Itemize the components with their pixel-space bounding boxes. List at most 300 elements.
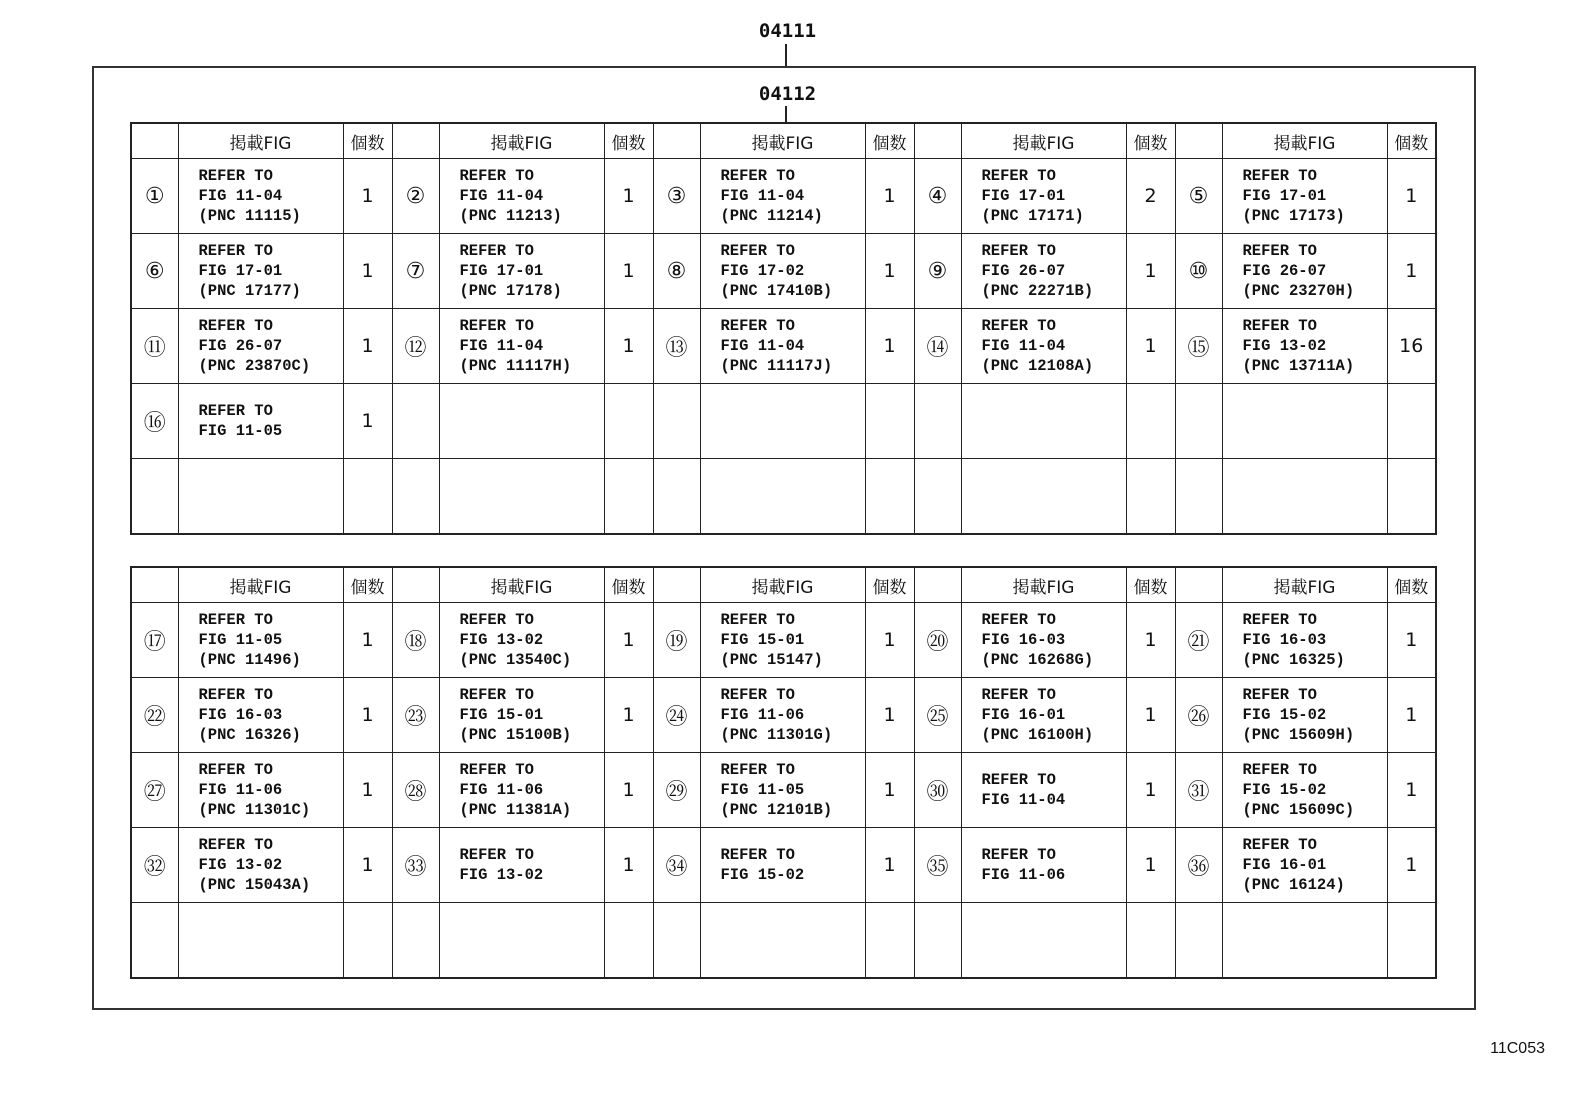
header-fig: 掲載FIG <box>961 567 1126 603</box>
item-number: ㉒ <box>131 678 178 753</box>
figure-reference <box>1222 828 1387 903</box>
figure-reference-line: (PNC 15100B) <box>459 726 572 744</box>
header-fig: 掲載FIG <box>700 567 865 603</box>
figure-reference-line: FIG 11-04 <box>720 187 805 205</box>
figure-reference-line: (PNC 13540C) <box>459 651 572 669</box>
quantity: 16 <box>1387 309 1436 384</box>
figure-reference-line: (PNC 11381A) <box>459 801 572 819</box>
figure-reference <box>961 753 1126 828</box>
item-number: ⑨ <box>914 234 961 309</box>
item-number <box>392 384 439 459</box>
figure-reference <box>178 603 343 678</box>
quantity: 1 <box>343 384 392 459</box>
table-row <box>131 384 1436 459</box>
item-number: ㉖ <box>1175 678 1222 753</box>
quantity <box>865 384 914 459</box>
sub-assembly-label: 04112 <box>758 83 817 105</box>
figure-reference-line: REFER TO <box>981 317 1056 335</box>
figure-reference-line: FIG 11-04 <box>981 337 1066 355</box>
figure-reference-line: (PNC 12108A) <box>981 357 1094 375</box>
item-number <box>1175 903 1222 979</box>
table-row <box>131 459 1436 535</box>
header-number-cell <box>653 567 700 603</box>
figure-reference-line: FIG 26-07 <box>198 337 283 355</box>
parts-table-lower <box>130 566 1437 979</box>
figure-reference-line: FIG 11-06 <box>981 866 1066 884</box>
figure-reference <box>700 234 865 309</box>
quantity: 1 <box>604 159 653 234</box>
figure-reference <box>439 753 604 828</box>
quantity: 1 <box>343 309 392 384</box>
figure-reference <box>439 384 604 459</box>
figure-reference-line: (PNC 23270H) <box>1242 282 1355 300</box>
quantity: 1 <box>1387 234 1436 309</box>
header-qty: 個数 <box>1387 567 1436 603</box>
figure-reference-line: FIG 17-01 <box>198 262 283 280</box>
figure-reference-line: REFER TO <box>981 846 1056 864</box>
figure-reference-line: REFER TO <box>198 167 273 185</box>
figure-reference-line: FIG 13-02 <box>459 631 544 649</box>
header-fig: 掲載FIG <box>439 123 604 159</box>
header-qty: 個数 <box>604 567 653 603</box>
quantity: 1 <box>343 828 392 903</box>
figure-reference-line: FIG 17-01 <box>981 187 1066 205</box>
parts-table-upper <box>130 122 1437 535</box>
figure-reference-line: (PNC 17171) <box>981 207 1084 225</box>
header-fig: 掲載FIG <box>961 123 1126 159</box>
quantity: 1 <box>604 753 653 828</box>
table-row <box>131 828 1436 903</box>
item-number: ② <box>392 159 439 234</box>
figure-reference <box>178 828 343 903</box>
figure-reference <box>961 903 1126 979</box>
quantity <box>343 459 392 535</box>
item-number <box>392 459 439 535</box>
table-row <box>131 159 1436 234</box>
figure-reference-line: (PNC 16326) <box>198 726 301 744</box>
figure-reference-line: FIG 16-01 <box>1242 856 1327 874</box>
figure-reference-line: FIG 11-04 <box>459 187 544 205</box>
quantity: 1 <box>1126 234 1175 309</box>
quantity: 1 <box>604 603 653 678</box>
figure-reference <box>1222 234 1387 309</box>
item-number: ⑧ <box>653 234 700 309</box>
figure-reference <box>178 384 343 459</box>
figure-reference <box>178 903 343 979</box>
quantity: 1 <box>865 234 914 309</box>
quantity: 1 <box>1387 678 1436 753</box>
figure-code: 11C053 <box>1490 1040 1545 1057</box>
figure-reference-line: FIG 13-02 <box>1242 337 1327 355</box>
figure-reference-line: FIG 11-05 <box>720 781 805 799</box>
figure-reference-line: REFER TO <box>459 317 534 335</box>
item-number <box>392 903 439 979</box>
figure-reference-line: (PNC 11214) <box>720 207 823 225</box>
figure-reference <box>700 384 865 459</box>
quantity: 1 <box>604 678 653 753</box>
figure-reference <box>439 903 604 979</box>
figure-reference-line: (PNC 11115) <box>198 207 301 225</box>
figure-reference <box>700 903 865 979</box>
figure-reference <box>961 828 1126 903</box>
quantity: 1 <box>1387 753 1436 828</box>
item-number <box>653 903 700 979</box>
item-number: ㉔ <box>653 678 700 753</box>
figure-reference-line: FIG 11-06 <box>198 781 283 799</box>
figure-reference <box>961 234 1126 309</box>
figure-reference-line: (PNC 12101B) <box>720 801 833 819</box>
figure-reference-line: REFER TO <box>198 836 273 854</box>
figure-reference-line: FIG 15-02 <box>1242 706 1327 724</box>
figure-reference-line: FIG 26-07 <box>1242 262 1327 280</box>
item-number <box>131 903 178 979</box>
table-row <box>131 309 1436 384</box>
figure-reference-line: FIG 11-05 <box>198 631 283 649</box>
figure-reference-line: FIG 11-04 <box>981 791 1066 809</box>
figure-reference-line: FIG 11-04 <box>720 337 805 355</box>
item-number: ㉟ <box>914 828 961 903</box>
item-number <box>914 903 961 979</box>
quantity: 1 <box>1126 678 1175 753</box>
figure-reference-line: REFER TO <box>720 761 795 779</box>
item-number: ㉝ <box>392 828 439 903</box>
figure-reference-line: REFER TO <box>198 317 273 335</box>
figure-reference <box>700 753 865 828</box>
figure-reference <box>439 234 604 309</box>
figure-reference-line: (PNC 17173) <box>1242 207 1345 225</box>
figure-reference <box>961 159 1126 234</box>
figure-reference-line: REFER TO <box>720 686 795 704</box>
figure-reference-line: REFER TO <box>1242 836 1317 854</box>
figure-reference-line: FIG 26-07 <box>981 262 1066 280</box>
figure-reference-line: FIG 15-01 <box>720 631 805 649</box>
quantity: 1 <box>1387 159 1436 234</box>
quantity: 1 <box>1387 603 1436 678</box>
figure-reference <box>1222 678 1387 753</box>
figure-reference-line: REFER TO <box>459 242 534 260</box>
figure-reference-line: REFER TO <box>198 761 273 779</box>
header-fig: 掲載FIG <box>1222 123 1387 159</box>
figure-reference-line: FIG 11-04 <box>198 187 283 205</box>
table-row <box>131 903 1436 979</box>
figure-reference <box>439 159 604 234</box>
sub-leader-line <box>785 106 787 122</box>
figure-reference-line: REFER TO <box>981 167 1056 185</box>
figure-reference <box>178 159 343 234</box>
item-number: ㉓ <box>392 678 439 753</box>
figure-reference-line: FIG 17-01 <box>459 262 544 280</box>
figure-reference-line: REFER TO <box>720 846 795 864</box>
figure-reference <box>700 828 865 903</box>
figure-reference-line: REFER TO <box>981 242 1056 260</box>
quantity <box>1387 384 1436 459</box>
item-number <box>653 384 700 459</box>
figure-reference <box>700 603 865 678</box>
quantity <box>604 384 653 459</box>
figure-reference-line: REFER TO <box>981 611 1056 629</box>
table-row <box>131 678 1436 753</box>
figure-reference-line: (PNC 17410B) <box>720 282 833 300</box>
figure-reference-line: (PNC 17177) <box>198 282 301 300</box>
figure-reference-line: (PNC 11117H) <box>459 357 572 375</box>
figure-reference <box>1222 159 1387 234</box>
top-leader-line <box>785 44 787 66</box>
header-qty: 個数 <box>343 123 392 159</box>
item-number: ⑲ <box>653 603 700 678</box>
item-number: ③ <box>653 159 700 234</box>
quantity <box>865 459 914 535</box>
figure-reference-line: REFER TO <box>720 611 795 629</box>
item-number: ⑮ <box>1175 309 1222 384</box>
quantity <box>865 903 914 979</box>
figure-reference-line: (PNC 11301C) <box>198 801 311 819</box>
item-number <box>1175 384 1222 459</box>
item-number: ⑭ <box>914 309 961 384</box>
figure-reference-line: (PNC 22271B) <box>981 282 1094 300</box>
item-number <box>653 459 700 535</box>
item-number <box>1175 459 1222 535</box>
header-qty: 個数 <box>1126 123 1175 159</box>
item-number: ㉘ <box>392 753 439 828</box>
figure-reference <box>961 459 1126 535</box>
quantity <box>604 459 653 535</box>
figure-reference <box>700 678 865 753</box>
figure-reference-line: (PNC 15609C) <box>1242 801 1355 819</box>
item-number: ⑬ <box>653 309 700 384</box>
figure-reference <box>961 384 1126 459</box>
figure-reference-line: REFER TO <box>1242 611 1317 629</box>
item-number: ㊱ <box>1175 828 1222 903</box>
figure-reference <box>1222 753 1387 828</box>
figure-reference <box>439 828 604 903</box>
header-number-cell <box>914 123 961 159</box>
header-qty: 個数 <box>1387 123 1436 159</box>
quantity: 1 <box>1387 828 1436 903</box>
header-fig: 掲載FIG <box>1222 567 1387 603</box>
item-number: ⑰ <box>131 603 178 678</box>
figure-reference-line: REFER TO <box>720 167 795 185</box>
figure-reference-line: (PNC 16124) <box>1242 876 1345 894</box>
table-row <box>131 603 1436 678</box>
figure-reference <box>1222 903 1387 979</box>
quantity <box>1126 903 1175 979</box>
item-number: ㉙ <box>653 753 700 828</box>
quantity: 2 <box>1126 159 1175 234</box>
quantity: 1 <box>343 678 392 753</box>
figure-reference <box>178 678 343 753</box>
figure-reference <box>439 309 604 384</box>
table-row <box>131 753 1436 828</box>
header-number-cell <box>1175 567 1222 603</box>
figure-reference-line: REFER TO <box>720 242 795 260</box>
figure-reference-line: FIG 16-01 <box>981 706 1066 724</box>
figure-reference-line: FIG 17-01 <box>1242 187 1327 205</box>
quantity <box>1126 459 1175 535</box>
header-qty: 個数 <box>1126 567 1175 603</box>
figure-reference <box>178 753 343 828</box>
figure-reference-line: FIG 11-04 <box>459 337 544 355</box>
quantity: 1 <box>865 309 914 384</box>
figure-reference-line: (PNC 15043A) <box>198 876 311 894</box>
header-qty: 個数 <box>865 123 914 159</box>
quantity: 1 <box>343 234 392 309</box>
header-qty: 個数 <box>343 567 392 603</box>
figure-reference-line: REFER TO <box>459 846 534 864</box>
item-number: ⑪ <box>131 309 178 384</box>
figure-reference-line: (PNC 15147) <box>720 651 823 669</box>
header-number-cell <box>392 567 439 603</box>
figure-reference-line: FIG 11-06 <box>459 781 544 799</box>
figure-reference-line: FIG 15-01 <box>459 706 544 724</box>
figure-reference-line: (PNC 13711A) <box>1242 357 1355 375</box>
figure-reference <box>439 603 604 678</box>
figure-reference <box>700 159 865 234</box>
item-number: ㉗ <box>131 753 178 828</box>
figure-reference-line: (PNC 17178) <box>459 282 562 300</box>
quantity: 1 <box>343 753 392 828</box>
figure-reference-line: REFER TO <box>720 317 795 335</box>
figure-reference-line: (PNC 16268G) <box>981 651 1094 669</box>
item-number: ⑤ <box>1175 159 1222 234</box>
item-number <box>131 459 178 535</box>
figure-reference-line: (PNC 11496) <box>198 651 301 669</box>
figure-reference <box>961 678 1126 753</box>
quantity: 1 <box>865 159 914 234</box>
item-number: ⑩ <box>1175 234 1222 309</box>
figure-reference-line: REFER TO <box>1242 317 1317 335</box>
quantity: 1 <box>865 603 914 678</box>
header-qty: 個数 <box>865 567 914 603</box>
figure-reference-line: (PNC 11301G) <box>720 726 833 744</box>
figure-reference <box>178 309 343 384</box>
item-number: ⑫ <box>392 309 439 384</box>
item-number: ㉛ <box>1175 753 1222 828</box>
figure-reference <box>961 603 1126 678</box>
item-number <box>914 384 961 459</box>
quantity <box>1387 903 1436 979</box>
header-number-cell <box>131 123 178 159</box>
figure-reference-line: FIG 13-02 <box>198 856 283 874</box>
figure-reference <box>439 459 604 535</box>
quantity: 1 <box>604 234 653 309</box>
quantity: 1 <box>1126 603 1175 678</box>
header-number-cell <box>131 567 178 603</box>
item-number <box>914 459 961 535</box>
figure-reference <box>178 459 343 535</box>
quantity <box>604 903 653 979</box>
item-number: ㉚ <box>914 753 961 828</box>
header-fig: 掲載FIG <box>439 567 604 603</box>
figure-reference-line: REFER TO <box>981 686 1056 704</box>
figure-reference-line: REFER TO <box>1242 686 1317 704</box>
quantity: 1 <box>604 309 653 384</box>
figure-reference-line: REFER TO <box>981 771 1056 789</box>
figure-reference <box>1222 459 1387 535</box>
figure-reference-line: REFER TO <box>198 402 273 420</box>
header-fig: 掲載FIG <box>700 123 865 159</box>
figure-reference-line: (PNC 16100H) <box>981 726 1094 744</box>
item-number: ㉑ <box>1175 603 1222 678</box>
figure-reference <box>1222 603 1387 678</box>
header-row <box>131 123 1436 159</box>
figure-reference <box>1222 384 1387 459</box>
header-number-cell <box>653 123 700 159</box>
item-number: ④ <box>914 159 961 234</box>
quantity: 1 <box>343 603 392 678</box>
figure-reference <box>700 309 865 384</box>
quantity: 1 <box>865 678 914 753</box>
figure-reference-line: REFER TO <box>1242 167 1317 185</box>
figure-reference <box>1222 309 1387 384</box>
figure-reference-line: REFER TO <box>1242 242 1317 260</box>
item-number: ⑱ <box>392 603 439 678</box>
figure-reference-line: FIG 15-02 <box>720 866 805 884</box>
figure-reference-line: (PNC 11213) <box>459 207 562 225</box>
item-number: ⑥ <box>131 234 178 309</box>
figure-reference-line: REFER TO <box>198 242 273 260</box>
header-fig: 掲載FIG <box>178 123 343 159</box>
figure-reference-line: FIG 17-02 <box>720 262 805 280</box>
figure-reference-line: (PNC 23870C) <box>198 357 311 375</box>
quantity: 1 <box>1126 309 1175 384</box>
figure-reference-line: FIG 11-06 <box>720 706 805 724</box>
item-number: ㉜ <box>131 828 178 903</box>
figure-reference-line: (PNC 16325) <box>1242 651 1345 669</box>
table-row <box>131 234 1436 309</box>
figure-reference-line: FIG 13-02 <box>459 866 544 884</box>
top-assembly-label: 04111 <box>758 20 817 42</box>
figure-reference <box>178 234 343 309</box>
figure-reference-line: FIG 16-03 <box>981 631 1066 649</box>
quantity: 1 <box>1126 828 1175 903</box>
header-row <box>131 567 1436 603</box>
quantity <box>1126 384 1175 459</box>
quantity: 1 <box>865 753 914 828</box>
figure-reference-line: FIG 11-05 <box>198 422 283 440</box>
figure-reference-line: REFER TO <box>459 611 534 629</box>
figure-reference-line: REFER TO <box>198 686 273 704</box>
item-number: ⑳ <box>914 603 961 678</box>
quantity <box>343 903 392 979</box>
figure-reference-line: REFER TO <box>198 611 273 629</box>
header-number-cell <box>392 123 439 159</box>
figure-reference <box>700 459 865 535</box>
figure-reference-line: REFER TO <box>1242 761 1317 779</box>
item-number: ⑯ <box>131 384 178 459</box>
quantity: 1 <box>1126 753 1175 828</box>
quantity: 1 <box>343 159 392 234</box>
header-number-cell <box>1175 123 1222 159</box>
figure-reference-line: FIG 16-03 <box>1242 631 1327 649</box>
item-number: ㉕ <box>914 678 961 753</box>
figure-reference-line: REFER TO <box>459 167 534 185</box>
header-qty: 個数 <box>604 123 653 159</box>
item-number: ㉞ <box>653 828 700 903</box>
figure-reference <box>439 678 604 753</box>
figure-reference-line: FIG 15-02 <box>1242 781 1327 799</box>
quantity: 1 <box>604 828 653 903</box>
figure-reference-line: FIG 16-03 <box>198 706 283 724</box>
header-fig: 掲載FIG <box>178 567 343 603</box>
header-number-cell <box>914 567 961 603</box>
quantity: 1 <box>865 828 914 903</box>
figure-reference-line: REFER TO <box>459 686 534 704</box>
figure-reference-line: (PNC 15609H) <box>1242 726 1355 744</box>
item-number: ① <box>131 159 178 234</box>
item-number: ⑦ <box>392 234 439 309</box>
figure-reference-line: (PNC 11117J) <box>720 357 833 375</box>
figure-reference <box>961 309 1126 384</box>
